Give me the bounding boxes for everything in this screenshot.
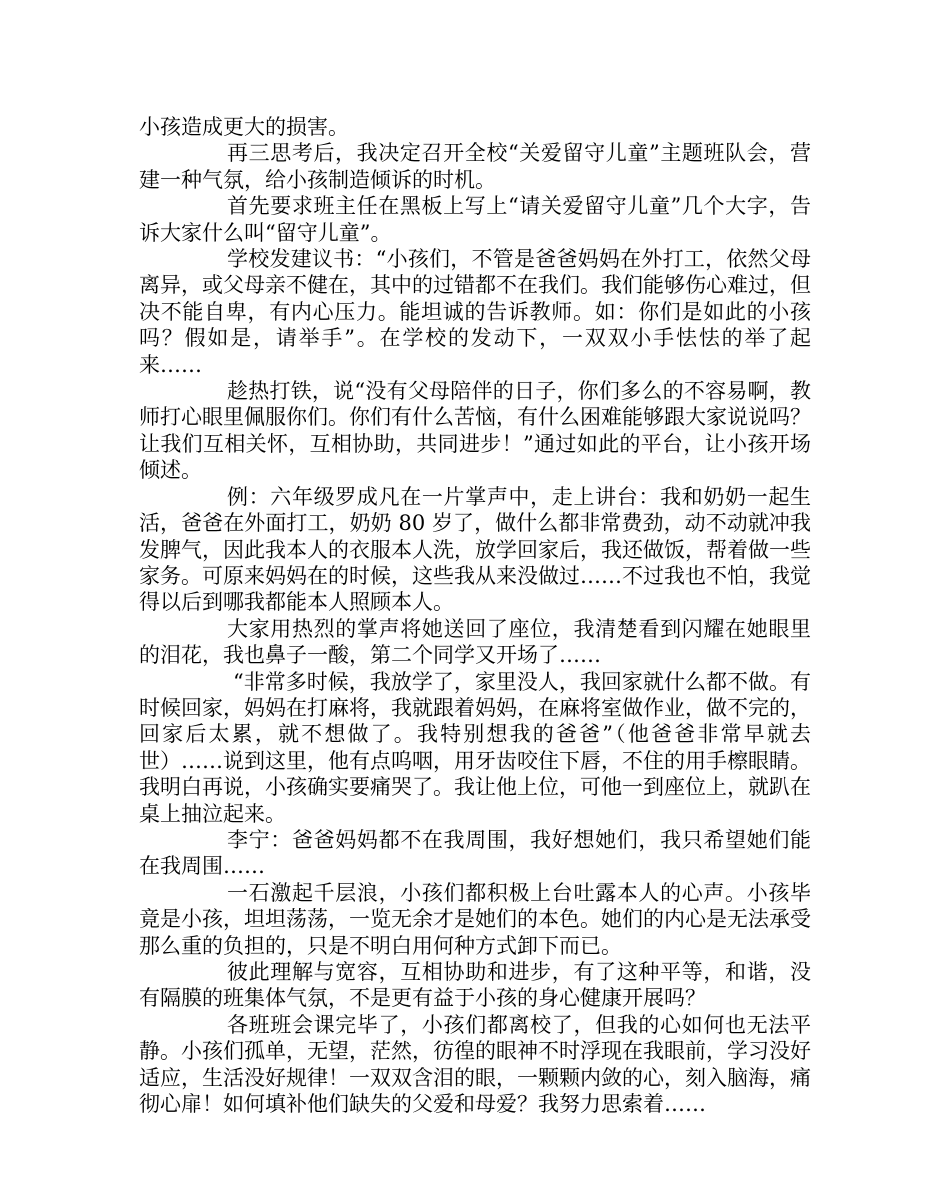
paragraph: 学校发建议书：“小孩们，不管是爸爸妈妈在外打工，依然父母离异，或父母亲不健在，其中的过错都不在我们。我们能够伤心难过，但决不能自卑，有内心压力。能坦诚的告诉教师。如：你们是如此的小孩吗？假如是，请举手”。在学校的发动下，一双双小手怯怯的举了起来……	[139, 247, 811, 377]
document-body	[139, 114, 811, 1117]
paragraph: 各班班会课完毕了，小孩们都离校了，但我的心如何也无法平静。小孩们孤单，无望，茫然，彷徨的眼神不时浮现在我眼前，学习没好适应，生活没好规律！一双双含泪的眼，一颗颗内敛的心，刻入脑海，痛彻心扉！如何填补他们缺失的父爱和母爱？我努力思索着……	[139, 1012, 811, 1117]
paragraph: 李宁：爸爸妈妈都不在我周围，我好想她们，我只希望她们能在我周围……	[139, 827, 811, 879]
paragraph: 一石激起千层浪，小孩们都积极上台吐露本人的心声。小孩毕竟是小孩，坦坦荡荡，一览无余才是她们的本色。她们的内心是无法承受那么重的负担的，只是不明白用何种方式卸下而已。	[139, 880, 811, 958]
paragraph: “非常多时候，我放学了，家里没人，我回家就什么都不做。有时候回家，妈妈在打麻将，我就跟着妈妈，在麻将室做作业，做不完的，回家后太累，就不想做了。我特别想我的爸爸”（他爸爸非常早就去世）……说到这里，他有点呜咽，用牙齿咬住下唇，不住的用手檫眼睛。我明白再说，小孩确实要痛哭了。我让他上位，可他一到座位上，就趴在桌上抽泣起来。	[139, 669, 811, 826]
paragraph: 首先要求班主任在黑板上写上“请关爱留守儿童”几个大字，告诉大家什么叫“留守儿童”。	[139, 194, 811, 245]
paragraph: 趁热打铁，说“没有父母陪伴的日子，你们多么的不容易啊，教师打心眼里佩服你们。你们有什么苦恼，有什么困难能够跟大家说说吗？让我们互相关怀，互相协助，共同进步！”通过如此的平台，让小孩开场倾述。	[139, 379, 811, 483]
paragraph: 彼此理解与宽容，互相协助和进步，有了这种平等，和谐，没有隔膜的班集体气氛，不是更有益于小孩的身心健康开展吗？	[139, 960, 811, 1011]
paragraph-continuation: 小孩造成更大的损害。	[139, 115, 349, 139]
paragraph: 再三思考后，我决定召开全校“关爱留守儿童”主题班队会，营建一种气氛，给小孩制造倾诉的时机。	[139, 141, 811, 192]
paragraph: 大家用热烈的掌声将她送回了座位，我清楚看到闪耀在她眼里的泪花，我也鼻子一酸，第二个同学又开场了……	[139, 616, 811, 668]
paragraph: 例：六年级罗成凡在一片掌声中，走上讲台：我和奶奶一起生活，爸爸在外面打工，奶奶 80 岁了，做什么都非常费劲，动不动就冲我发脾气，因此我本人的衣服本人洗，放学回家后，我还做饭，帮着做一些家务。可原来妈妈在的时候，这些我从来没做过……不过我也不怕，我觉得以后到哪我都能本人照顾本人。	[139, 484, 811, 615]
